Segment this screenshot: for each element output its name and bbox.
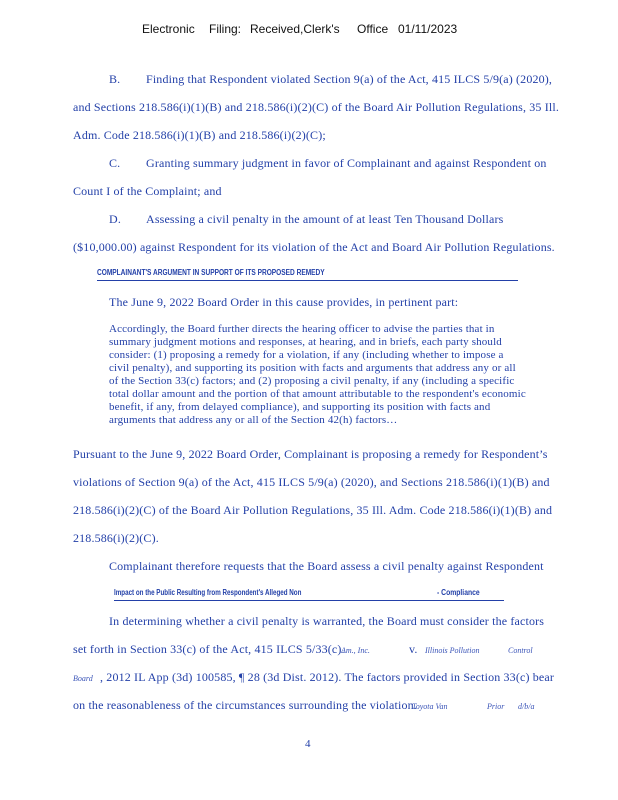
quote-line: summary judgment motions and responses, at hearing, and in briefs, each party should [109,336,502,348]
case-cite-v: v. [409,642,418,656]
quote-line: Accordingly, the Board further directs the hearing officer to advise the parties that in [109,323,495,335]
factors-line4: on the reasonableness of the circumstances surrounding the violation. [73,698,417,712]
item-d-letter: D. [109,212,121,226]
therefore-line: Complainant therefore requests that the Board assess a civil penalty against Respondent [109,559,544,573]
case-cite-board: Board [73,674,93,683]
item-d-line1: Assessing a civil penalty in the amount of at least Ten Thousand Dollars [146,212,504,226]
filing-stamp-office: Office [357,22,389,36]
subheading-underline [114,600,504,601]
case-cite-party: Am., Inc. [341,646,370,655]
item-b-line1: Finding that Respondent violated Section 9(a) of the Act, 415 ILCS 5/9(a) (2020), [146,72,553,86]
section-heading: COMPLAINANT'S ARGUMENT IN SUPPORT OF ITS PROPOSED REMEDY [97,268,325,277]
subheading-left: Impact on the Public Resulting from Respondent's Alleged Non [114,588,302,597]
quote-line: of the Section 33(c) factors; and (2) proposing a civil penalty, if any (including a specific [109,375,515,387]
filing-stamp-date: 01/11/2023 [398,22,458,36]
page-number: 4 [305,738,311,750]
item-c-letter: C. [109,156,121,170]
filing-stamp-electronic: Electronic [142,22,195,36]
filing-stamp-filing: Filing: [209,22,242,36]
case-cite-prior: Prior [487,702,505,711]
section-heading-underline [97,280,518,281]
filing-stamp-received: Received,Clerk's [250,22,340,36]
order-intro: The June 9, 2022 Board Order in this cause provides, in pertinent part: [109,295,459,309]
factors-line3: , 2012 IL App (3d) 100585, ¶ 28 (3d Dist. 2012). The factors provided in Section 33(c) bear [100,670,554,684]
pursuant-line: 218.586(i)(2)(C) of the Board Air Pollution Regulations, 35 Ill. Adm. Code 218.586(i)(1)(B) and [73,503,553,517]
pursuant-line: 218.586(i)(2)(C). [73,531,159,545]
item-b-letter: B. [109,72,121,86]
item-d-line2: ($10,000.00) against Respondent for its violation of the Act and Board Air Pollution Regulations. [73,240,555,254]
quote-line: arguments that address any or all of the Section 42(h) factors… [109,414,398,426]
case-cite-dba: d/b/a [518,702,535,711]
pursuant-line: Pursuant to the June 9, 2022 Board Order, Complainant is proposing a remedy for Respondent’s [73,447,548,461]
item-c-line2: Count I of the Complaint; and [73,184,222,198]
quote-line: total dollar amount and the portion of that amount attributable to the respondent's economic [109,388,526,400]
item-b-line2: and Sections 218.586(i)(1)(B) and 218.586(i)(2)(C) of the Board Air Pollution Regulations, 35 Ill. [73,100,559,114]
subheading-right: - Compliance [437,588,480,597]
case-cite-agency-cont: Control [508,646,533,655]
factors-line2: set forth in Section 33(c) of the Act, 415 ILCS 5/33(c). [73,642,345,656]
factors-line1: In determining whether a civil penalty is warranted, the Board must consider the factors [109,614,545,628]
case-cite-name: Toyota Van [412,702,448,711]
quote-line: benefit, if any, from delayed compliance), and supporting its position with facts and [109,401,491,413]
pursuant-line: violations of Section 9(a) of the Act, 415 ILCS 5/9(a) (2020), and Sections 218.586(i)(1)(B) and [73,475,550,489]
item-c-line1: Granting summary judgment in favor of Complainant and against Respondent on [146,156,547,170]
quote-line: civil penalty), and supporting its position with facts and arguments that address any or all [109,362,516,374]
item-b-line3: Adm. Code 218.586(i)(1)(B) and 218.586(i)(2)(C); [73,128,326,142]
case-cite-agency: Illinois Pollution [425,646,480,655]
quote-line: consider: (1) proposing a remedy for a violation, if any (including whether to impose a [109,349,504,361]
